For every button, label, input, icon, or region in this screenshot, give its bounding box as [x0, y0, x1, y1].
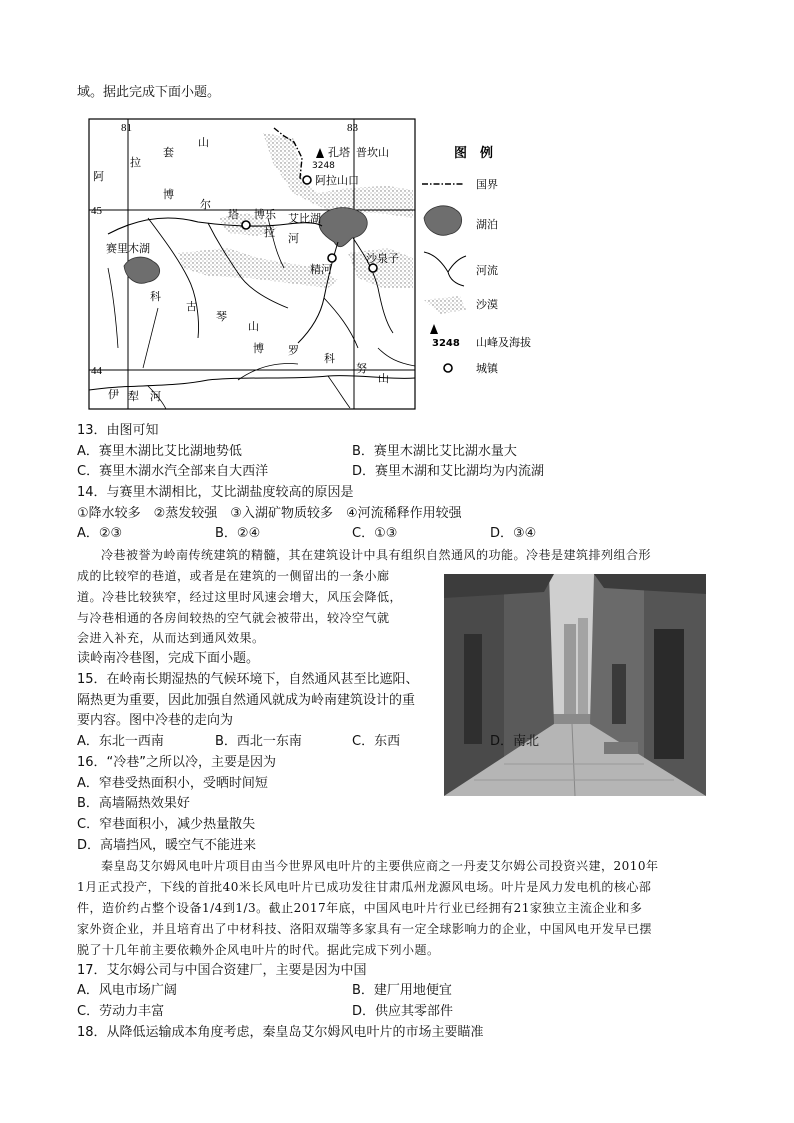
map-label: 拉 [264, 226, 275, 239]
map-label: 尔 [200, 198, 211, 211]
legend-peak-value: 3248 [432, 338, 460, 349]
lake-symbol [424, 206, 462, 235]
q17-stem: 17．艾尔姆公司与中国合资建厂，主要是因为中国 [77, 963, 367, 978]
passage3-line: 脱了十几年前主要依赖外企风电叶片的时代。据此完成下列小题。 [77, 943, 440, 957]
q13-option-d: D．赛里木湖和艾比湖均为内流湖 [352, 464, 545, 479]
q16-option-a: A．窄巷受热面积小，受晒时间短 [77, 776, 268, 791]
q15-line: 要内容。图中冷巷的走向为 [77, 713, 234, 728]
passage3-line: 秦皇岛艾尔姆风电叶片项目由当今世界风电叶片的主要供应商之一丹麦艾尔姆公司投资兴建，2010年 [101, 859, 659, 873]
q13-option-a: A．赛里木湖比艾比湖地势低 [77, 444, 242, 459]
map-label: 拉 [130, 156, 141, 169]
q14-option-d: D．③④ [490, 526, 537, 541]
map-label: 3248 [312, 161, 335, 171]
q13-option-c: C．赛里木湖水汽全部来自大西洋 [77, 464, 269, 479]
lon-83-label: 83 [347, 122, 358, 134]
q14-items: ①降水较多 ②蒸发较强 ③入湖矿物质较多 ④河流稀释作用较强 [77, 506, 462, 521]
map-label: 科 [324, 352, 335, 365]
q16-option-c: C．窄巷面积小，减少热量散失 [77, 817, 256, 832]
passage3-line: 1月正式投产，下线的首批40米长风电叶片已成功发往甘肃瓜州龙源风电场。叶片是风力发电机的核心部 [77, 880, 652, 894]
q17-option-c: C．劳动力丰富 [77, 1004, 165, 1019]
map-label: 赛里木湖 [106, 242, 150, 255]
map-label: 套 [163, 146, 174, 159]
map-label: 阿拉山口 [315, 174, 359, 187]
passage2-line: 成的比较窄的巷道，或者是在建筑的一侧留出的一条小廊 [77, 569, 390, 583]
map-label: 山 [248, 320, 259, 333]
passage3-line: 家外资企业，并且培育出了中材科技、洛阳双瑞等多家具有一定全球影响力的企业，中国风电开发早已摆 [77, 922, 653, 936]
map-label: 博 [253, 342, 264, 355]
town-shaquanzi [369, 264, 377, 272]
map-label: 博 [163, 188, 174, 201]
peak-symbol [430, 324, 438, 334]
map-label: 伊 [108, 388, 119, 401]
map-label: 河 [288, 232, 299, 245]
legend-desert-label: 沙漠 [476, 298, 498, 311]
map-label: 精河 [310, 263, 332, 276]
map-label: 普坎山 [356, 146, 389, 159]
lat-44-label: 44 [91, 365, 102, 377]
town-jinghe [328, 254, 336, 262]
river-symbol [424, 252, 466, 286]
q15-line: 隔热更为重要，因此加强自然通风就成为岭南建筑设计的重 [77, 693, 416, 708]
legend-border-label: 国界 [476, 178, 498, 191]
lon-81-label: 81 [121, 122, 132, 134]
map-label: 科 [150, 290, 161, 303]
passage2-line: 与冷巷相通的各房间较热的空气就会被带出，较冷空气就 [77, 611, 390, 625]
q15-option-c: C．东西 [352, 734, 401, 749]
q16-option-b: B．高墙隔热效果好 [77, 796, 190, 811]
map-label: 艾比湖 [288, 212, 321, 225]
map-label: 山 [198, 136, 209, 149]
q15-option-b: B．西北一东南 [215, 734, 302, 749]
q13-option-b: B．赛里木湖比艾比湖水量大 [352, 444, 517, 459]
q18-stem: 18．从降低运输成本角度考虑，秦皇岛艾尔姆风电叶片的市场主要瞄准 [77, 1025, 484, 1040]
passage2-instruction: 读岭南冷巷图，完成下面小题。 [77, 651, 260, 666]
map-label: 孔塔 [328, 146, 350, 159]
q17-option-d: D．供应其零部件 [352, 1004, 454, 1019]
q16-stem: 16．“冷巷”之所以冷，主要是因为 [77, 755, 277, 770]
map-label: 河 [150, 390, 161, 403]
map-label: 阿 [93, 170, 104, 183]
legend-title: 图 例 [454, 146, 494, 161]
q15-option-d: D．南北 [490, 734, 540, 749]
legend-lake-label: 湖泊 [476, 218, 498, 231]
q15-option-a: A．东北一西南 [77, 734, 164, 749]
map-label: 犁 [128, 390, 139, 403]
q13-stem: 13．由图可知 [77, 423, 159, 438]
town-symbol [444, 364, 452, 372]
passage2-line: 道。冷巷比较狭窄，经过这里时风速会增大，风压会降低， [77, 590, 403, 604]
town-bole [242, 221, 250, 229]
legend-river-label: 河流 [476, 264, 498, 277]
q16-option-d: D．高墙挡风，暖空气不能进来 [77, 838, 257, 853]
map-label: 博乐 [254, 208, 276, 221]
map-label: 琴 [216, 310, 227, 323]
q17-option-a: A．风电市场广阔 [77, 983, 177, 998]
q15-line: 15．在岭南长期湿热的气候环境下，自然通风甚至比遮阳、 [77, 672, 419, 687]
map-label: 古 [186, 300, 197, 313]
map-legend [420, 140, 540, 380]
map-label: 山 [378, 372, 389, 385]
map-label: 努 [356, 362, 367, 375]
map-label: 沙泉子 [366, 252, 399, 265]
legend-peak-label: 山峰及海拔 [476, 336, 531, 349]
xinjiang-map [88, 118, 418, 413]
intro-text: 域。据此完成下面小题。 [77, 85, 221, 100]
legend-town-label: 城镇 [476, 362, 498, 375]
q14-option-a: A．②③ [77, 526, 123, 541]
passage2-line: 冷巷被誉为岭南传统建筑的精髓，其在建筑设计中具有组织自然通风的功能。冷巷是建筑排列组合形 [101, 548, 652, 562]
town-alashankou [303, 176, 311, 184]
q14-stem: 14．与赛里木湖相比，艾比湖盐度较高的原因是 [77, 485, 354, 500]
map-label: 罗 [288, 344, 299, 357]
q14-option-c: C．①③ [352, 526, 398, 541]
passage2-line: 会进入补充，从而达到通风效果。 [77, 631, 265, 645]
q17-option-b: B．建厂用地便宜 [352, 983, 452, 998]
map-label: 塔 [228, 208, 239, 221]
lat-45-label: 45 [91, 205, 102, 217]
passage3-line: 件，造价约占整个设备1/4到1/3。截止2017年底，中国风电叶片行业已经拥有21家独立主流企业和多 [77, 901, 643, 915]
desert-symbol [424, 296, 466, 314]
q14-option-b: B．②④ [215, 526, 261, 541]
cold-alley-photo [444, 574, 706, 796]
